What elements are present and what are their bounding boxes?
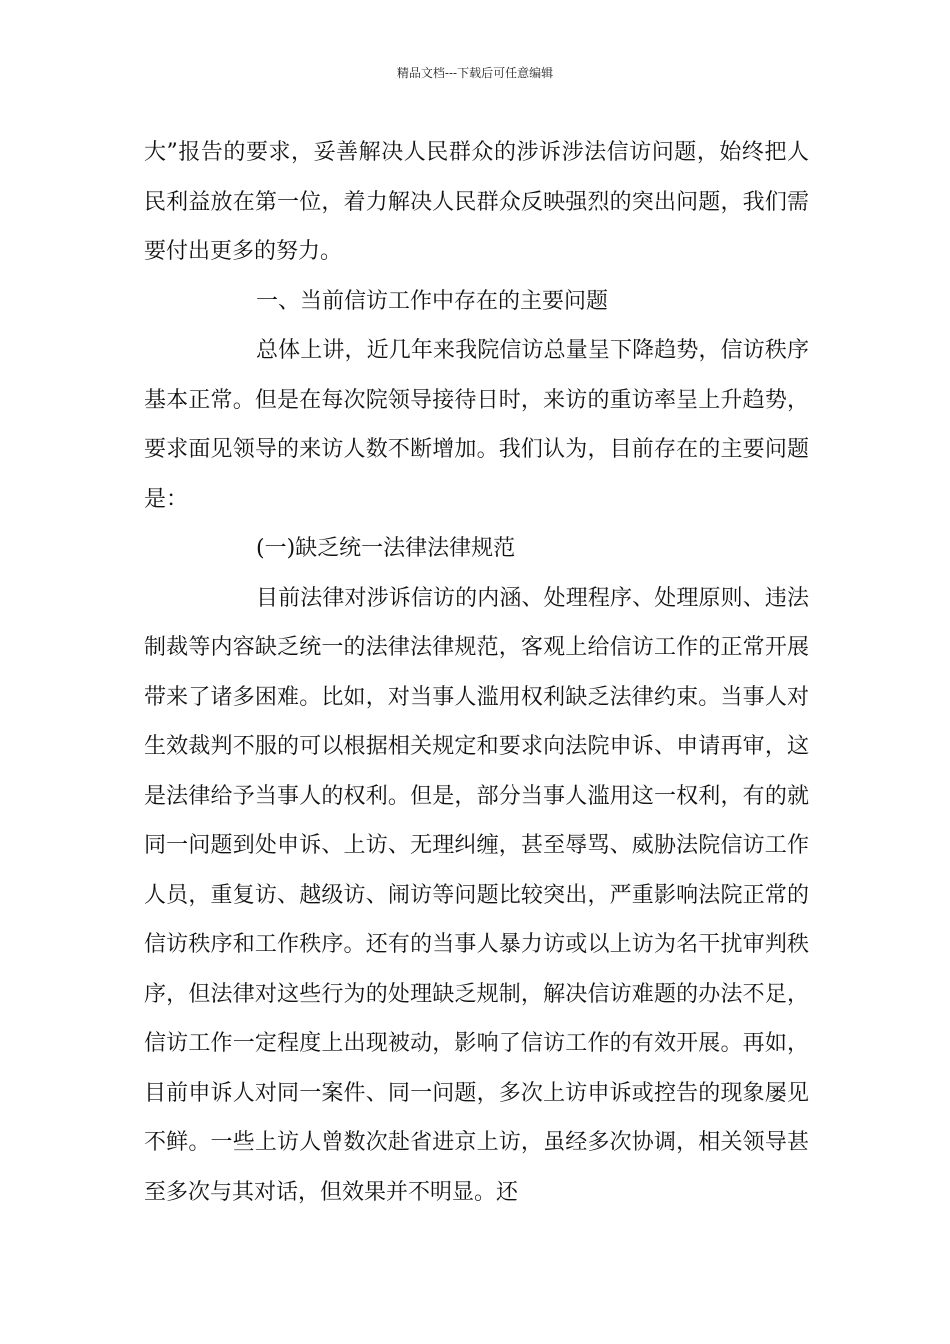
paragraph-continuation: 大”报告的要求，妥善解决人民群众的涉诉涉法信访问题，始终把人民利益放在第一位，着力解决人民群众反映强烈的突出问题，我们需要付出更多的努力。 (144, 140, 809, 264)
paragraph-detail: 目前法律对涉诉信访的内涵、处理程序、处理原则、违法制裁等内容缺乏统一的法律法律规范，客观上给信访工作的正常开展带来了诸多困难。比如，对当事人滥用权利缺乏法律约束。当事人对生效裁判不服的可以根据相关规定和要求向法院申诉、申请再审，这是法律给予当事人的权利。但是，部分当事人滥用这一权利，有的就同一问题到处申诉、上访、无理纠缠，甚至辱骂、威胁法院信访工作人员，重复访、越级访、闹访等问题比较突出，严重影响法院正常的信访秩序和工作秩序。还有的当事人暴力访或以上访为名干扰审判秩序，但法律对这些行为的处理缺乏规制，解决信访难题的办法不足，信访工作一定程度上出现被动，影响了信访工作的有效开展。再如，目前申诉人对同一案件、同一问题，多次上访申诉或控告的现象屡见不鲜。一些上访人曾数次赴省进京上访，虽经多次协调，相关领导甚至多次与其对话，但效果并不明显。还 (144, 585, 809, 1205)
subsection-heading: (一)缺乏统一法律法律规范 (256, 536, 516, 561)
section-heading: 一、当前信访工作中存在的主要问题 (256, 288, 609, 314)
paragraph-overview: 总体上讲，近几年来我院信访总量呈下降趋势，信访秩序基本正常。但是在每次院领导接待日时，来访的重访率呈上升趋势，要求面见领导的来访人数不断增加。我们认为，目前存在的主要问题是： (144, 338, 809, 512)
page-header: 精品文档---下载后可任意编辑 (396, 66, 554, 80)
document-body (144, 128, 809, 1217)
